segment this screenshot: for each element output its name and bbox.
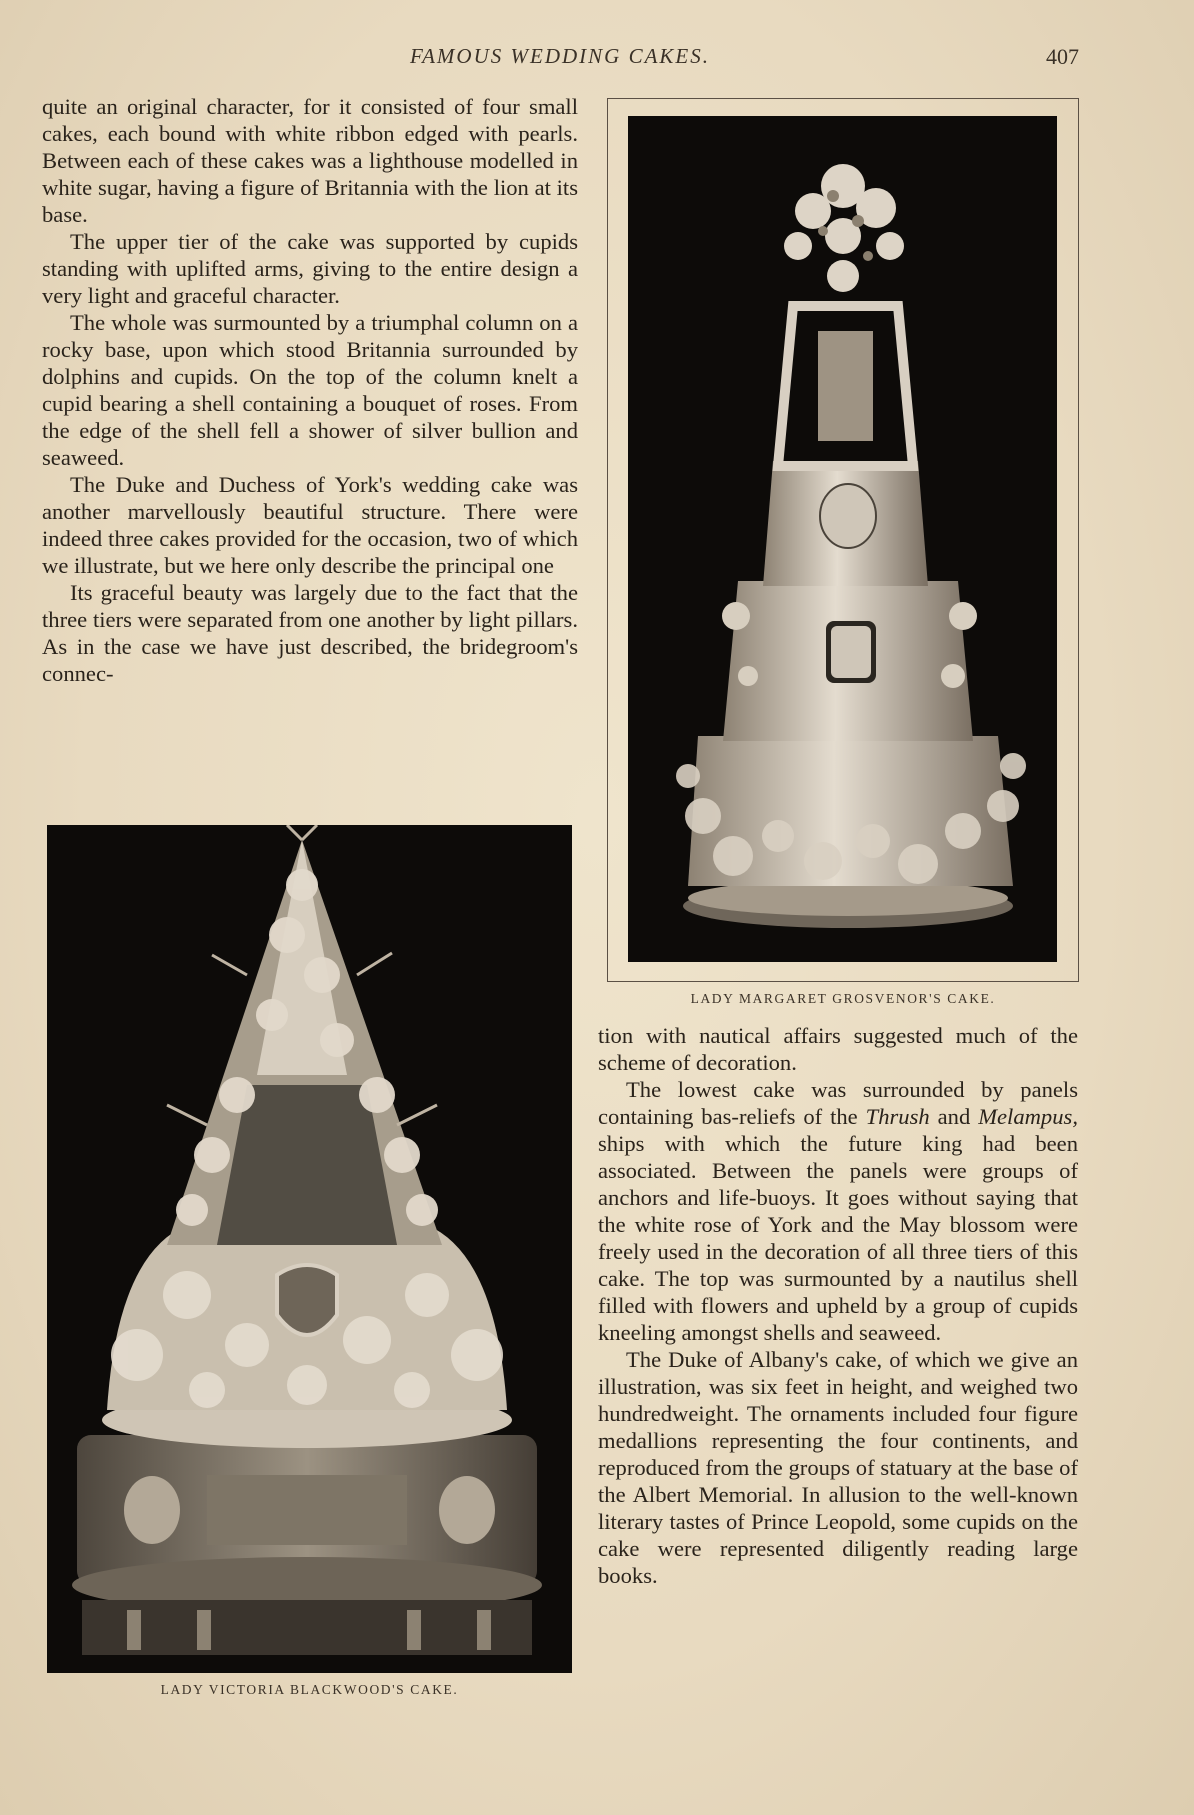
paragraph: Its graceful beauty was largely due to the fact that the three tiers were separated from one another by light pillars. As in the case we have just described, the bridegroom's connec-: [42, 580, 578, 686]
left-text-column: [42, 93, 578, 687]
tiered-wedding-cake-photo: [628, 116, 1057, 962]
paragraph: quite an original character, for it consisted of four small cakes, each bound with white ribbon edged with pearls. Between each of these cakes was a lighthouse modelled in white sugar, having a figure of Britannia with the lion at its base.: [42, 94, 578, 227]
floral-pyramid-wedding-cake-photo: [47, 825, 572, 1673]
page-number: 407: [1046, 44, 1079, 69]
figure-caption: LADY MARGARET GROSVENOR'S CAKE.: [690, 991, 996, 1006]
ship-name: Thrush: [865, 1104, 930, 1129]
text-run: The lowest cake was surrounded by panels containing bas-reliefs of the: [598, 1077, 1078, 1129]
running-title: FAMOUS WEDDING CAKES.: [409, 44, 710, 68]
text-run: ships with which the future king had been associated. Between the panels were groups of anchors and life-buoys. It goes without saying that the white rose of York and the May blossom were freely used in the decoration of all three tiers of this cake. The top was surmounted by a nautilus shell filled with flowers and upheld by a group of cupids kneeling amongst shells and seaweed.: [598, 1131, 1078, 1345]
figure-caption: LADY VICTORIA BLACKWOOD'S CAKE.: [160, 1682, 459, 1697]
paragraph: The upper tier of the cake was supported by cupids standing with uplifted arms, giving to the entire design a very light and graceful character.: [42, 229, 578, 308]
paragraph: The Duke and Duchess of York's wedding cake was another marvellously beautiful structure. There were indeed three cakes provided for the occasion, two of which we illustrate, but we here only describe the principal one: [42, 472, 578, 578]
text-run: and: [937, 1104, 971, 1129]
paragraph: [598, 1076, 1078, 1346]
right-text-column: [598, 1022, 1078, 1589]
ship-name: Melampus,: [978, 1104, 1078, 1129]
paragraph: tion with nautical affairs suggested much of the scheme of decoration.: [598, 1023, 1078, 1075]
paragraph: The Duke of Albany's cake, of which we give an illustration, was six feet in height, and weighed two hundredweight. The ornaments included four figure medallions representing the four continents, and reproduced from the groups of statuary at the base of the Albert Memorial. In allusion to the well-known literary tastes of Prince Leopold, some cupids on the cake were represented diligently reading large books.: [598, 1347, 1078, 1588]
paragraph: The whole was surmounted by a triumphal column on a rocky base, upon which stood Britannia surrounded by dolphins and cupids. On the top of the column knelt a cupid bearing a shell containing a bouquet of roses. From the edge of the shell fell a shower of silver bullion and seaweed.: [42, 310, 578, 470]
